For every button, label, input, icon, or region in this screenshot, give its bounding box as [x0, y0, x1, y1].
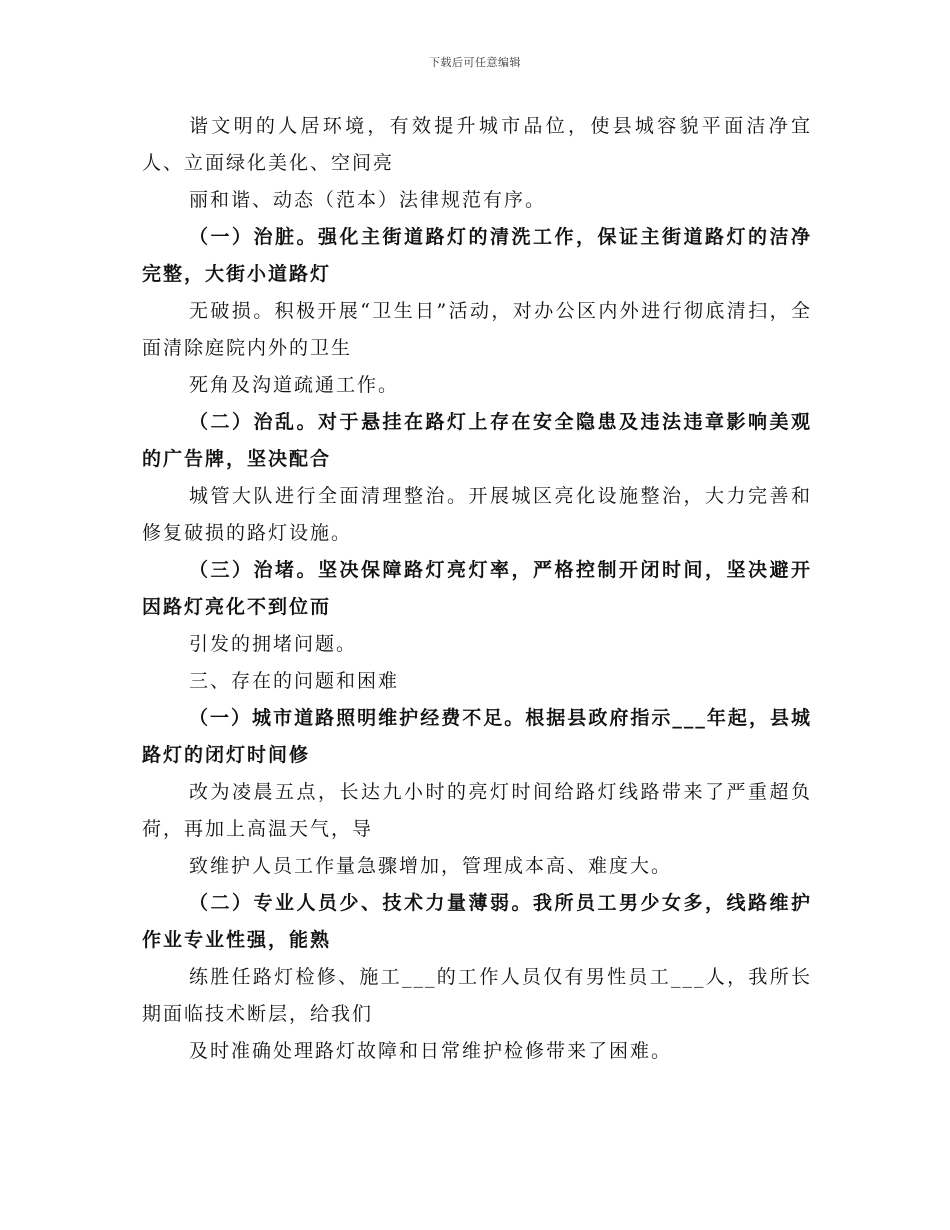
document-body	[142, 108, 812, 1070]
header-note: 下载后可任意编辑	[429, 56, 521, 69]
paragraph: 练胜任路灯检修、施工___的工作人员仅有男性员工___人，我所长期面临技术断层，给我们	[142, 966, 812, 1025]
section-heading: （一）治脏。强化主街道路灯的清洗工作，保证主街道路灯的洁净完整，大街小道路灯	[142, 226, 812, 285]
paragraph: 无破损。积极开展“卫生日”活动，对办公区内外进行彻底清扫，全面清除庭院内外的卫生	[142, 300, 812, 359]
section-heading: （二）专业人员少、技术力量薄弱。我所员工男少女多，线路维护作业专业性强，能熟	[142, 892, 812, 951]
paragraph: 致维护人员工作量急骤增加，管理成本高、难度大。	[189, 855, 673, 877]
paragraph: 改为凌晨五点，长达九小时的亮灯时间给路灯线路带来了严重超负荷，再加上高温天气，导	[142, 781, 812, 840]
chapter-heading: 三、存在的问题和困难	[189, 670, 400, 692]
paragraph: 谐文明的人居环境，有效提升城市品位，使县城容貌平面洁净宜人、立面绿化美化、空间亮	[142, 115, 812, 174]
section-heading: （三）治堵。坚决保障路灯亮灯率，严格控制开闭时间，坚决避开因路灯亮化不到位而	[142, 559, 812, 618]
section-heading: （一）城市道路照明维护经费不足。根据县政府指示___年起，县城路灯的闭灯时间修	[142, 707, 812, 766]
paragraph: 死角及沟道疏通工作。	[189, 374, 400, 396]
paragraph: 及时准确处理路灯故障和日常维护检修带来了困难。	[189, 1040, 673, 1062]
paragraph: 引发的拥堵问题。	[189, 633, 358, 655]
paragraph: 丽和谐、动态（范本）法律规范有序。	[189, 189, 547, 211]
section-heading: （二）治乱。对于悬挂在路灯上存在安全隐患及违法违章影响美观的广告牌，坚决配合	[142, 411, 812, 470]
paragraph: 城管大队进行全面清理整治。开展城区亮化设施整治，大力完善和修复破损的路灯设施。	[142, 485, 812, 544]
